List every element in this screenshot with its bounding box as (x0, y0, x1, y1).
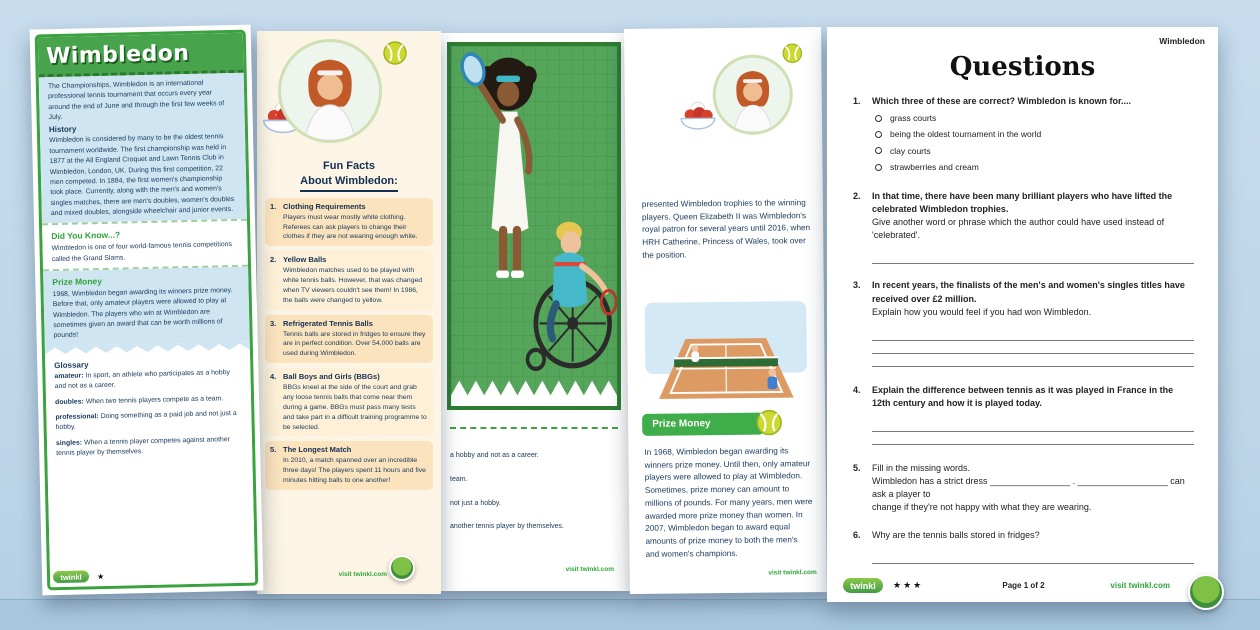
fact-text: Tennis balls are stored in fridges to ensure they are in perfect condition. Over 54,000 balls are used during Wimbledon. (283, 330, 426, 358)
glossary-definition: In sport, an athlete who participates as a hobby and not as a career. (54, 368, 231, 391)
glossary-term: doubles: (54, 397, 84, 406)
continuation-paragraph: presented Wimbledon trophies to the winning players. Queen Elizabeth II was Wimbledon's royal patron for several years until 2016, when HRH Catherine, Princess of Wales, took over the position. (641, 198, 811, 260)
question-text: In that time, there have been many brilliant players who have lifted the celebrated Wimbledon trophies. (872, 191, 1173, 215)
fact-title: Ball Boys and Girls (BBGs) (283, 372, 380, 382)
question-number: 6. (853, 529, 861, 540)
question-2 (853, 190, 1194, 264)
question-6 (853, 529, 1194, 564)
visit-twinkl-link: visit twinkl.com (1110, 581, 1170, 590)
fact-file-frame (35, 30, 259, 591)
questions-list (827, 95, 1218, 564)
twinkl-badge-icon (1188, 574, 1224, 610)
option-radio-icon (875, 115, 882, 122)
question-instruction: Give another word or phrase which the author could have used instead of 'celebrated'. (872, 217, 1165, 241)
history-heading: History (48, 124, 77, 135)
option-label: grass courts (890, 113, 937, 124)
page-footer (843, 578, 1204, 593)
fact-item (265, 441, 433, 490)
glossary-entry (55, 409, 242, 434)
glossary-entry (56, 434, 243, 459)
fact-number: 2. (270, 255, 277, 265)
page-continuation (624, 27, 827, 594)
fact-number: 3. (270, 318, 277, 328)
fact-title: Refrigerated Tennis Balls (283, 318, 373, 328)
answer-line (872, 251, 1194, 264)
glossary-term: amateur: (54, 372, 84, 380)
fact-title: Yellow Balls (283, 255, 327, 265)
intro-section (39, 73, 247, 224)
question-instruction: Explain how you would feel if you had won Wimbledon. (872, 306, 1092, 317)
visit-twinkl-link: visit twinkl.com (338, 571, 387, 578)
glossary-fragment: a hobby and not as a career. (450, 452, 539, 459)
dashed-divider (450, 427, 618, 429)
option-label: clay courts (890, 145, 931, 156)
page-questions (827, 27, 1218, 602)
page-title: Wimbledon (45, 40, 190, 70)
history-paragraph: Wimbledon is considered by many to be the oldest tennis tournament worldwide. The first championship was held in 1877 at the All England Croquet and Lawn Tennis Club in Wimbledon, London, UK. During this first competition, 22 men competed. In 1884, the first women's championship took place. Currently, along with the men's and women's singles matches, there are men's doubles, women's doubles and mixed doubles, alongside wheelchair and junior events. (49, 133, 235, 218)
twinkl-logo: twinkl (843, 578, 883, 593)
question-text: Fill in the missing words. (872, 462, 971, 473)
tennis-player-portrait (712, 54, 793, 135)
glossary-fragment: team. (450, 475, 468, 483)
glossary-definition: When two tennis players compete as a team. (85, 394, 224, 405)
answer-option (875, 112, 1194, 124)
difficulty-stars: ★ (96, 571, 105, 581)
prize-money-paragraph: 1968, Wimbledon began awarding its winners prize money. Before that, only amateur players were allowed to play at Wimbledon. The players who win at Wimbledon are sometimes given an award that can be worth millions of pounds! (52, 287, 233, 340)
fun-facts-heading-line2: About Wimbledon: (300, 174, 398, 192)
question-text: In recent years, the finalists of the men's and women's singles titles have received over £2 million. (872, 280, 1185, 304)
glossary-entry (54, 368, 241, 393)
glossary-fragment: not just a hobby. (450, 499, 501, 507)
tennis-ball-icon (756, 409, 782, 435)
answer-line (872, 432, 1194, 445)
option-radio-icon (875, 164, 882, 171)
table-surface (0, 599, 1260, 630)
fact-number: 4. (270, 372, 277, 382)
fact-text: BBGs kneel at the side of the court and grab any loose tennis balls that come near them during a game. BBGs must pass many tests and take part in a difficult training programme to be selected. (283, 384, 427, 431)
intro-paragraph: The Championships, Wimbledon is an international professional tennis tournament that occurs every year around the end of June and through the first few weeks of July. (47, 79, 225, 122)
question-4 (853, 384, 1194, 445)
glossary-term: singles: (55, 439, 83, 447)
prize-money-paragraph: In 1968, Wimbledon began awarding its winners prize money. Until then, only amateur players were allowed to play at Wimbledon. Sometimes, prize money can amount to millions of pounds. For many years, men were awarded more prize money than women. In 2007, Wimbledon began to award equal amounts of prize money to both the men's and women's champions. (644, 446, 813, 559)
fact-text: Players must wear mostly white clothing. Referees can ask players to change their clothes if they are not wearing enough white. (283, 213, 418, 241)
tennis-player-portrait-art (715, 57, 790, 132)
glossary-definition: When a tennis player competes against another tennis player by themselves. (56, 435, 231, 458)
tennis-players-illustration (451, 46, 617, 406)
answer-line (872, 419, 1194, 432)
tennis-ball-icon (782, 43, 802, 63)
worksheet-topic-label: Wimbledon (1159, 36, 1205, 46)
prize-money-heading: Prize Money (642, 413, 764, 436)
question-text: Explain the difference between tennis as it was played in France in the 12th century and how it is played today. (872, 384, 1174, 408)
fact-item (265, 315, 433, 364)
question-3 (853, 279, 1194, 366)
visit-twinkl-link: visit twinkl.com (768, 569, 817, 577)
page-illustration (438, 33, 630, 591)
question-5 (853, 462, 1194, 514)
glossary-fragment: another tennis player by themselves. (450, 523, 565, 531)
twinkl-logo: twinkl (53, 570, 89, 583)
prize-money-section (43, 267, 250, 346)
question-number: 2. (853, 191, 861, 202)
fact-item (265, 251, 433, 309)
prize-money-heading: Prize Money (52, 276, 103, 288)
fun-facts-heading-line1: Fun Facts (323, 160, 375, 172)
tennis-court-illustration (639, 299, 813, 407)
tennis-player-portrait (278, 39, 382, 143)
glossary-entry (55, 393, 242, 408)
question-text: Why are the tennis balls stored in fridges? (872, 529, 1040, 540)
answer-line (872, 328, 1194, 341)
answer-option (875, 161, 1194, 173)
page-footer (53, 570, 104, 583)
glossary-text-fragments (450, 451, 620, 546)
fact-item (265, 368, 433, 436)
fact-file-header (38, 33, 244, 78)
fact-text: Wimbledon matches used to be played with white tennis balls. However, that was changed when TV viewers couldn't see them! In 1986, the balls were changed to yellow. (283, 267, 423, 304)
fact-title: Clothing Requirements (283, 201, 366, 211)
answer-option (875, 145, 1194, 157)
answer-line (872, 341, 1194, 354)
page-fun-facts (257, 31, 441, 594)
fact-text: In 2010, a match spanned over an incredible three days! The players spent 11 hours and five minutes hitting balls to one another! (283, 457, 426, 485)
glossary-term: professional: (55, 413, 99, 421)
glossary-heading: Glossary (54, 360, 89, 370)
question-number: 5. (853, 462, 861, 473)
visit-twinkl-link: visit twinkl.com (565, 566, 614, 573)
option-radio-icon (875, 131, 882, 138)
tennis-court-art (639, 299, 813, 407)
difficulty-stars: ★★★ (893, 580, 924, 590)
question-number: 3. (853, 280, 861, 291)
answer-line (872, 551, 1194, 564)
question-1 (853, 95, 1194, 177)
option-radio-icon (875, 147, 882, 154)
twinkl-badge-icon (389, 555, 415, 581)
glossary-section (45, 349, 255, 587)
tennis-player-portrait-art (281, 42, 379, 140)
option-label: strawberries and cream (890, 161, 979, 172)
answer-option (875, 128, 1194, 140)
question-number: 4. (853, 384, 861, 395)
tennis-players-illustration-frame (447, 42, 621, 410)
fact-number: 5. (270, 445, 277, 455)
fact-title: The Longest Match (283, 445, 352, 455)
fun-facts-header-illustrations (257, 31, 441, 191)
tennis-ball-icon (383, 41, 407, 65)
did-you-know-section (42, 219, 248, 271)
questions-title: Questions (949, 52, 1096, 82)
did-you-know-paragraph: Wimbledon is one of four world-famous tennis competitions called the Grand Slams. (51, 241, 233, 263)
option-label: being the oldest tournament in the world (890, 129, 1042, 140)
page-number-label: Page 1 of 2 (1002, 581, 1045, 590)
glossary-definition: Doing something as a paid job and not just a hobby. (55, 409, 237, 432)
question-text: Which three of these are correct? Wimbledon is known for.... (872, 96, 1131, 106)
answer-line (872, 354, 1194, 367)
fun-facts-list (257, 192, 441, 490)
fact-item (265, 198, 433, 247)
fact-number: 1. (270, 201, 277, 211)
page-fact-file (30, 25, 264, 596)
fill-in-blank-line: change if they're not happy with what they are wearing. (872, 501, 1092, 512)
question-number: 1. (853, 96, 861, 106)
fill-in-blank-line: Wimbledon has a strict dress ________________ . __________________ can ask a player to (872, 475, 1185, 499)
did-you-know-heading: Did You Know...? (51, 229, 121, 242)
